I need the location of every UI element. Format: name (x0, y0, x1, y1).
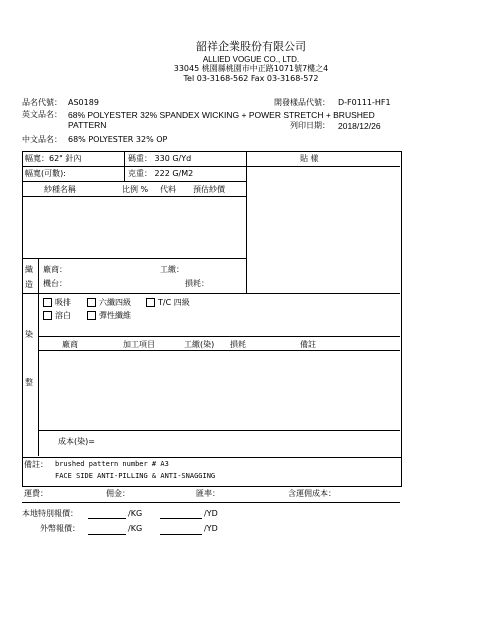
local-price-kg-field[interactable] (88, 518, 126, 519)
weaving-labor-label: 工繳： (160, 265, 184, 274)
export-price-yd-unit: /YD (204, 524, 218, 533)
yarn-header-name: 紗種名稱 (44, 185, 76, 194)
option-bleach[interactable]: 溶白 (43, 311, 71, 321)
dye-header-process: 加工項目 (123, 340, 155, 349)
export-price-kg-field[interactable] (88, 534, 126, 535)
company-name-en: ALLIED VOGUE CO., LTD. (202, 55, 300, 64)
en-name-line2: PATTERN (68, 120, 107, 130)
usable-width-label: 幅寬(可數): (25, 169, 66, 178)
freight-label: 運費： (24, 489, 48, 498)
gsm-label: 克重： 222 G/M2 (128, 169, 194, 178)
en-name-label: 英文品名： (22, 110, 62, 119)
weaving-machine-label: 機台： (43, 279, 67, 288)
dye-header-loss: 損耗 (230, 340, 246, 349)
weaving-factory-label: 廠商： (43, 265, 67, 274)
remarks-line1: brushed pattern number # A3 (55, 460, 169, 468)
dev-code: D-F0111-HF1 (338, 98, 391, 107)
product-code: AS0189 (68, 98, 99, 107)
spec-table (22, 151, 402, 458)
weaving-loss-label: 損耗： (185, 279, 209, 288)
local-price-yd-field[interactable] (160, 518, 202, 519)
checkbox-icon (87, 298, 96, 307)
yarn-header-ratio: 比例 % (122, 185, 149, 194)
en-name-line1: 68% POLYESTER 32% SPANDEX WICKING + POWER STRETCH + BRUSHED (68, 110, 375, 120)
option-six-fiber[interactable]: 六纖四級 (87, 298, 131, 308)
local-price-yd-unit: /YD (204, 509, 218, 518)
company-contact: Tel 03-3168-562 Fax 03-3168-572 (183, 74, 319, 83)
remarks-label: 備註： (24, 460, 48, 469)
dye-header-remark: 備註 (300, 340, 316, 349)
width-label: 幅寬：62" 針內 (25, 154, 82, 163)
zh-name-label: 中文品名： (22, 135, 62, 144)
weaving-side-label-1: 織 (25, 265, 33, 274)
print-date-label: 列印日期： (290, 121, 330, 130)
option-elastic[interactable]: 彈性纖維 (87, 311, 131, 321)
remarks-line2: FACE SIDE ANTI-PILLING & ANTI-SNAGGING (55, 472, 216, 480)
dev-code-label: 開發樣品代號： (274, 98, 330, 107)
export-price-yd-field[interactable] (160, 534, 202, 535)
dyeing-side-label-1: 染 (25, 330, 33, 339)
rate-label: 匯率： (196, 489, 220, 498)
option-tc[interactable]: T/C 四級 (146, 298, 190, 308)
checkbox-icon (146, 298, 155, 307)
dye-header-factory: 廠商 (62, 340, 78, 349)
yarn-header-substitute: 代料 (160, 185, 176, 194)
product-code-label: 品名代號： (22, 98, 62, 107)
checkbox-icon (43, 311, 52, 320)
local-price-label: 本地特別報價： (22, 509, 78, 518)
checkbox-icon (43, 298, 52, 307)
commission-label: 佣金： (106, 489, 130, 498)
total-cost-label: 含運佣成本： (288, 489, 336, 498)
yarn-header-price: 預估紗價 (193, 185, 225, 194)
checkbox-icon (87, 311, 96, 320)
company-name-zh: 韶祥企業股份有限公司 (196, 40, 306, 53)
weaving-side-label-2: 造 (25, 280, 33, 289)
zh-name: 68% POLYESTER 32% OP (68, 135, 168, 144)
option-wicking[interactable]: 吸排 (43, 298, 71, 308)
dye-header-labor: 工繳(染) (184, 340, 215, 349)
weight-label: 碼重： 330 G/Yd (128, 154, 192, 163)
company-address: 33045 桃園縣桃園市中正路1071號7樓之4 (173, 64, 329, 73)
dyeing-side-label-2: 整 (25, 378, 33, 387)
print-date: 2018/12/26 (338, 121, 381, 131)
local-price-kg-unit: /KG (128, 509, 143, 518)
export-price-label: 外幣報價： (40, 524, 80, 533)
export-price-kg-unit: /KG (128, 524, 143, 533)
sample-label: 貼 樣 (300, 154, 319, 163)
dye-cost-label: 成本(染)= (58, 437, 95, 446)
